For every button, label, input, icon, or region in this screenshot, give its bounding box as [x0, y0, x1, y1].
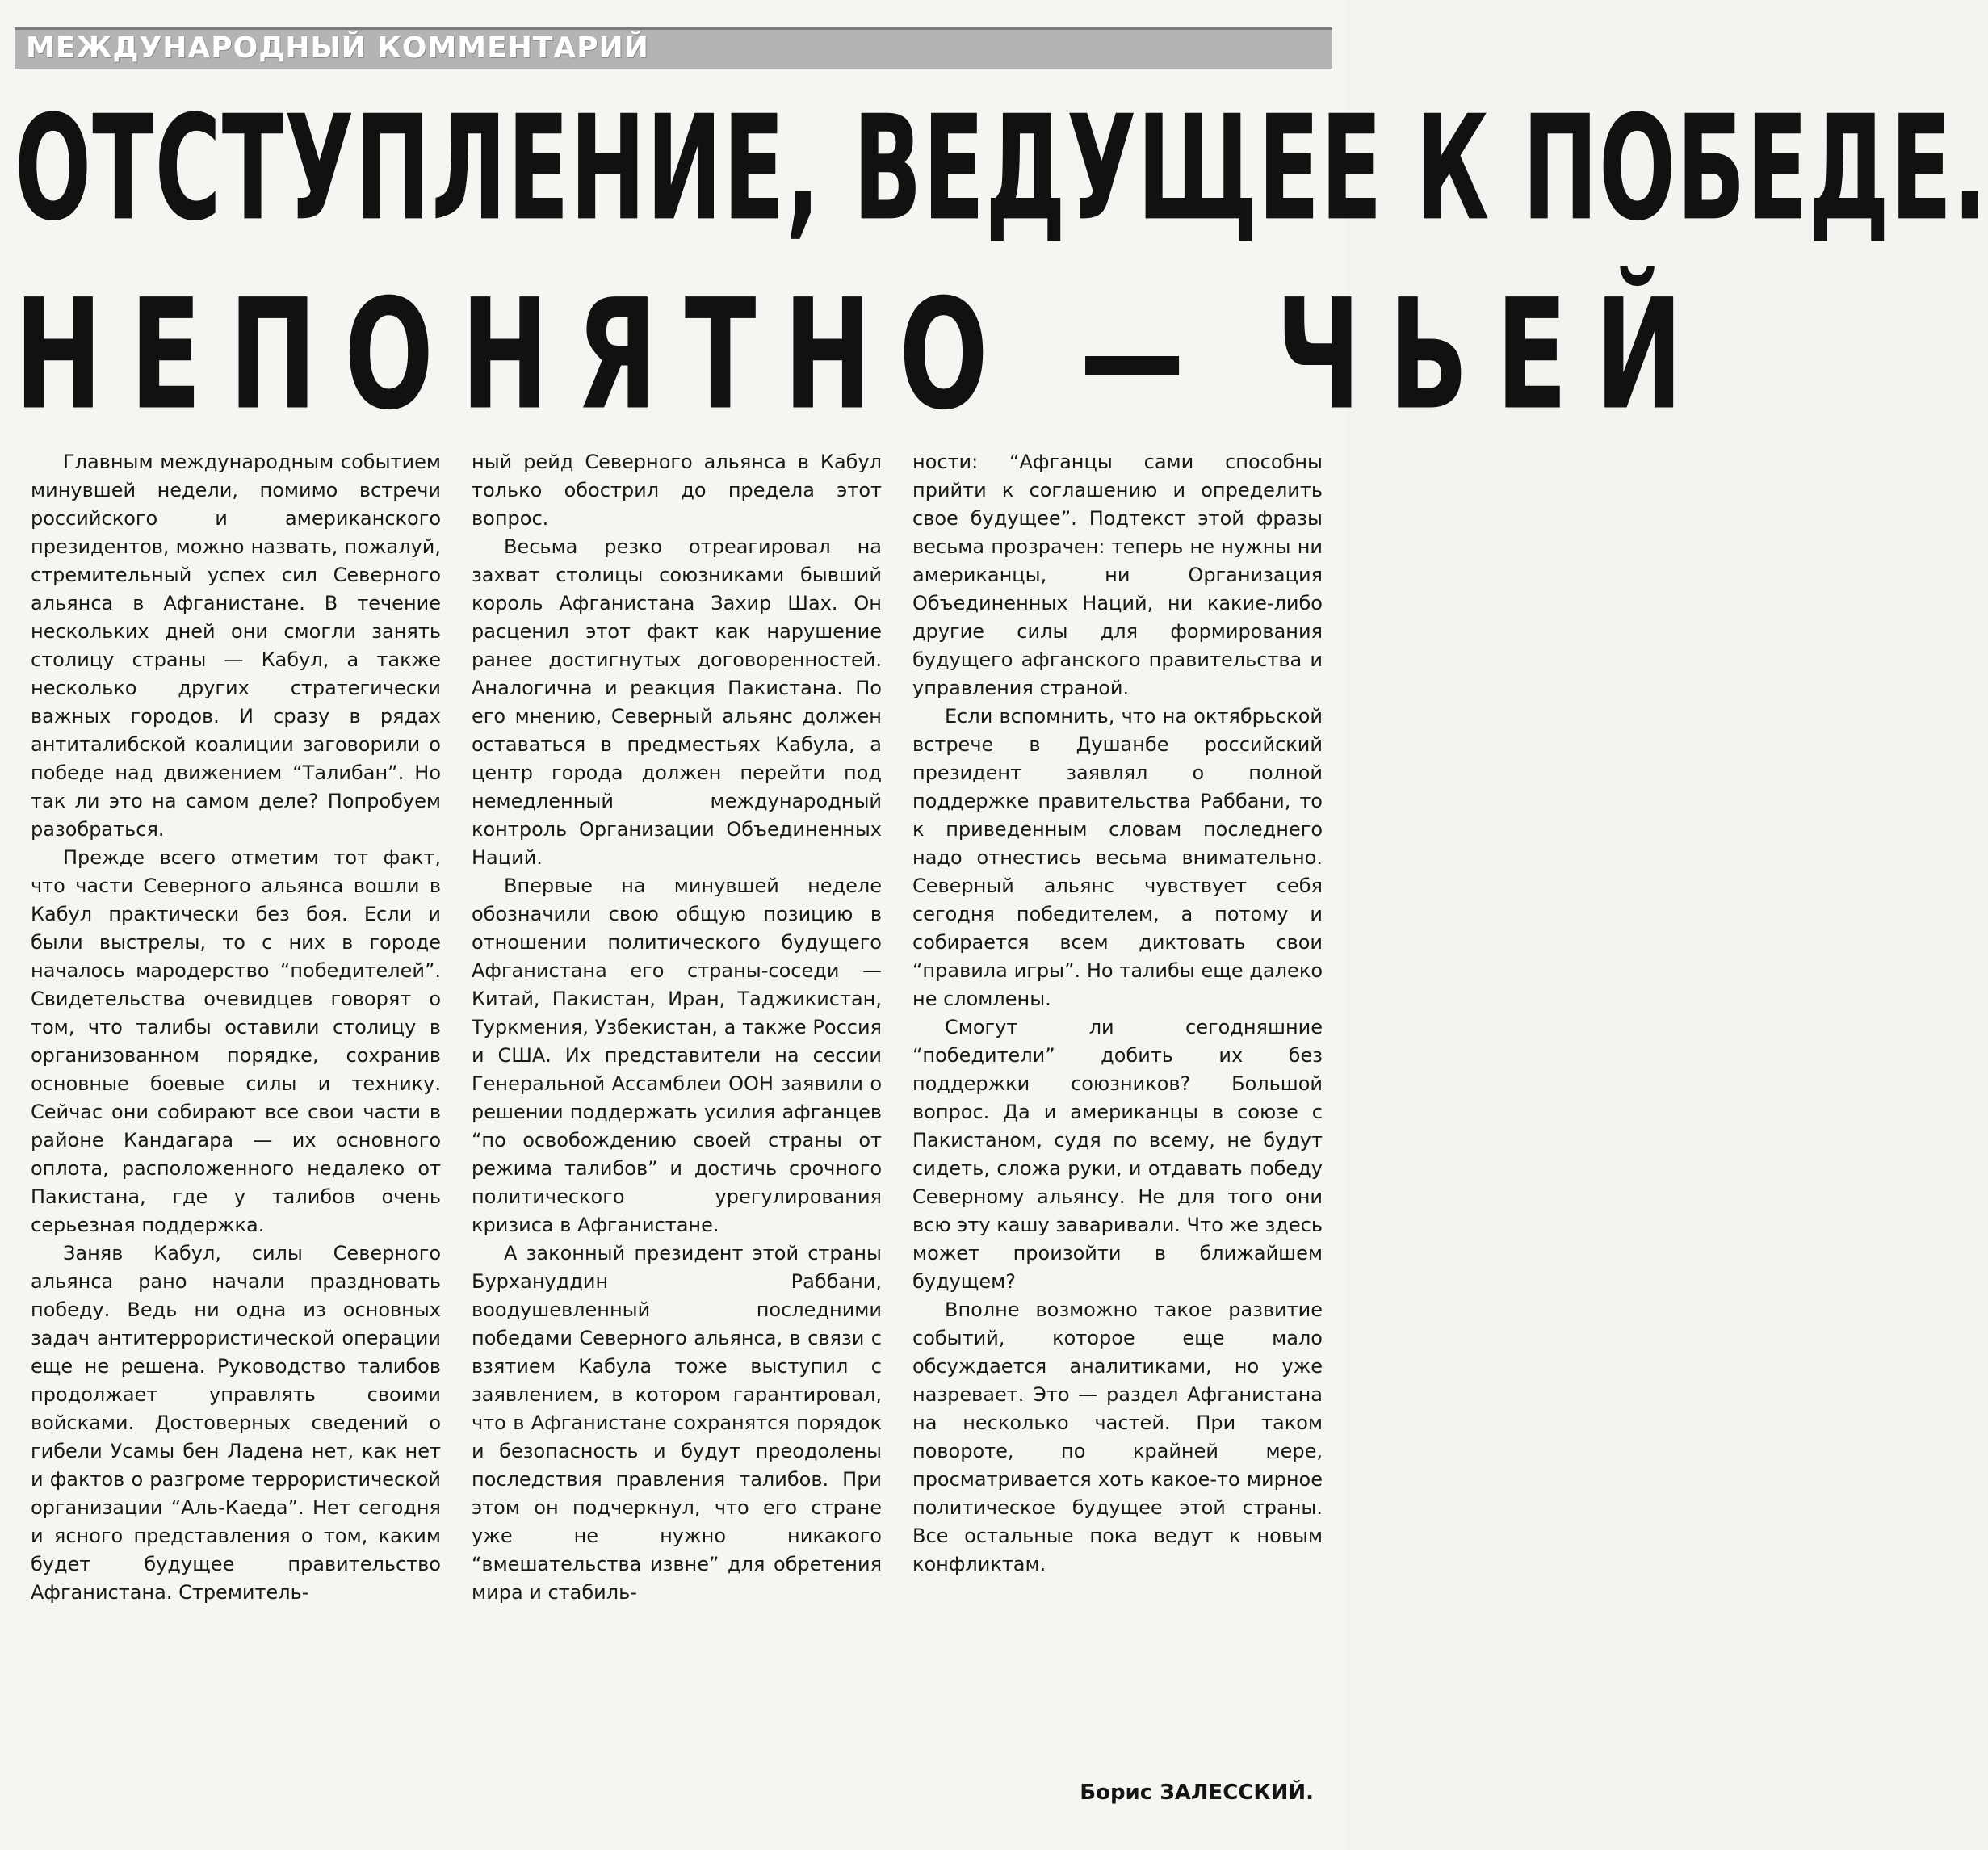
paragraph: Вполне возможно такое развитие событий, которое еще мало обсуждается аналитиками, но уже назревает. Это — раздел Афганистана на несколько частей. При таком повороте, по крайней мере, просматривается хоть какое-то мирное политическое будущее этой страны. Все остальные пока ведут к новым конфликтам.	[912, 1298, 1323, 1575]
article-column-1	[31, 448, 441, 1789]
article-column-3	[912, 448, 1323, 1789]
paragraph: ный рейд Северного альянса в Кабул только обострил до предела этот вопрос.	[472, 451, 882, 530]
paragraph: Заняв Кабул, силы Северного альянса рано начали праздновать победу. Ведь ни одна из основных задач антитеррористической операции еще не решена. Руководство талибов продолжает управлять своими войсками. Достоверных сведений о гибели Усамы бен Ладена нет, как нет и фактов о разгроме террористической организации “Аль-Каеда”. Нет сегодня и ясного представления о том, каким будет будущее правительство Афганистана. Стремитель-	[31, 1242, 441, 1604]
paragraph: ности: “Афганцы сами способны прийти к соглашению и определить свое будущее”. Подтекст этой фразы весьма прозрачен: теперь не нужны ни американцы, ни Организация Объединенных Наций, ни какие-либо другие силы для формирования будущего афганского правительства и управления страной.	[912, 451, 1323, 699]
author-signature: Борис ЗАЛЕССКИЙ.	[1080, 1781, 1314, 1805]
paragraph: Если вспомнить, что на октябрьской встрече в Душанбе российский президент заявлял о полной поддержке правительства Раббани, то к приведенным словам последнего надо отнестись весьма внимательно. Северный альянс чувствует себя сегодня победителем, а потому и собирается всем диктовать свои “правила игры”. Но талибы еще далеко не сломлены.	[912, 705, 1323, 1010]
headline-line-2: НЕПОНЯТНО — ЧЬЕЙ	[15, 266, 1711, 444]
headline-line-1: ОТСТУПЛЕНИЕ, ВЕДУЩЕЕ К ПОБЕДЕ.	[15, 85, 1988, 254]
paragraph: Главным международным событием минувшей недели, помимо встречи российского и американского президентов, можно назвать, пожалуй, стремительный успех сил Северного альянса в Афганистане. В течение нескольких дней они смогли занять столицу страны — Кабул, а также несколько других стратегически важных городов. И сразу в рядах антиталибской коалиции заговорили о победе над движением “Талибан”. Но так ли это на самом деле? Попробуем разобраться.	[31, 451, 441, 841]
paragraph: Прежде всего отметим тот факт, что части Северного альянса вошли в Кабул практически без боя. Если и были выстрелы, то с них в городе началось мародерство “победителей”. Свидетельства очевидцев говорят о том, что талибы оставили столицу в организованном порядке, сохранив основные боевые силы и технику. Сейчас они собирают все свои части в районе Кандагара — их основного оплота, расположенного недалеко от Пакистана, где у талибов очень серьезная поддержка.	[31, 846, 441, 1236]
rubric-label: МЕЖДУНАРОДНЫЙ КОММЕНТАРИЙ	[26, 31, 649, 65]
article-columns	[31, 448, 1323, 1789]
paragraph: А законный президент этой страны Бурхануддин Раббани, воодушевленный последними победами Северного альянса, в связи с взятием Кабула тоже выступил с заявлением, в котором гарантировал, что в Афганистане сохранятся порядок и безопасность и будут преодолены последствия правления талибов. При этом он подчеркнул, что его стране уже не нужно никакого “вмешательства извне” для обретения мира и стабиль-	[472, 1242, 882, 1604]
paragraph: Впервые на минувшей неделе обозначили свою общую позицию в отношении политического будущего Афганистана его страны-соседи — Китай, Пакистан, Иран, Таджикистан, Туркмения, Узбекистан, а также Россия и США. Их представители на сессии Генеральной Ассамблеи ООН заявили о решении поддержать усилия афганцев “по освобождению своей страны от режима талибов” и достичь срочного политического урегулирования кризиса в Афганистане.	[472, 875, 882, 1236]
paragraph: Смогут ли сегодняшние “победители” добить их без поддержки союзников? Большой вопрос. Да и американцы в союзе с Пакистаном, судя по всему, не будут сидеть, сложа руки, и отдавать победу Северному альянсу. Не для того они всю эту кашу заваривали. Что же здесь может произойти в ближайшем будущем?	[912, 1016, 1323, 1293]
rubric-bar	[15, 27, 1332, 69]
article-column-2	[472, 448, 882, 1789]
paragraph: Весьма резко отреагировал на захват столицы союзниками бывший король Афганистана Захир Шах. Он расценил этот факт как нарушение ранее достигнутых договоренностей. Аналогична и реакция Пакистана. По его мнению, Северный альянс должен оставаться в предместьях Кабула, а центр города должен перейти под немедленный международный контроль Организации Объединенных Наций.	[472, 535, 882, 869]
